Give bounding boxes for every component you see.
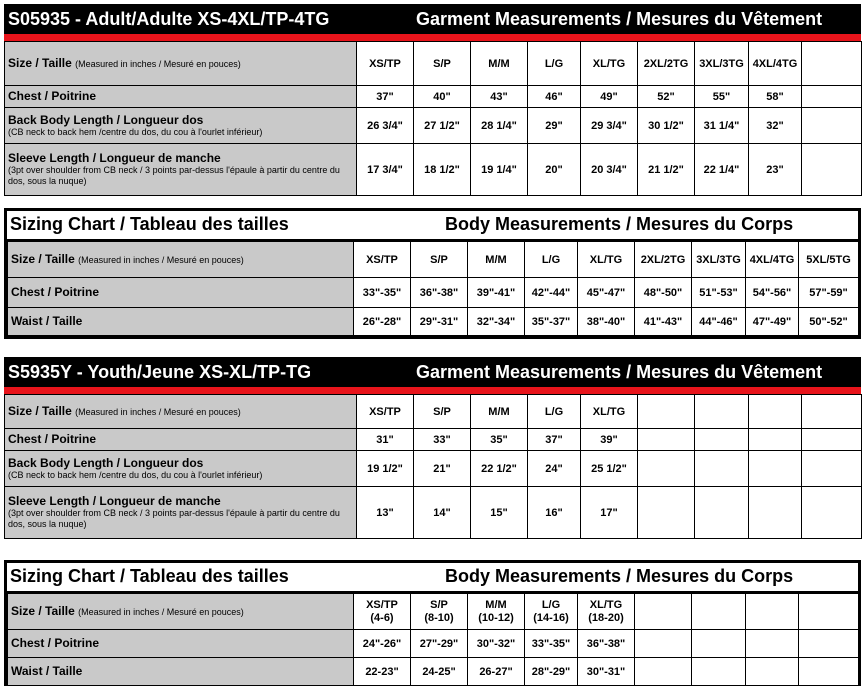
value-cell: 24-25" [411, 658, 468, 686]
value-cell: 33" [414, 429, 471, 451]
youth-body-header [7, 563, 858, 593]
youth-body-table [7, 593, 859, 686]
value-cell: 33"-35" [525, 630, 578, 658]
value-cell: 51"-53" [692, 278, 746, 308]
value-cell: 36"-38" [411, 278, 468, 308]
value-cell: 55" [695, 86, 749, 108]
youth-body-section [4, 560, 861, 686]
youth-garment-header [4, 357, 861, 387]
empty-cell [695, 487, 749, 539]
sleeve-length-label: Sleeve Length / Longueur de manche (3pt over shoulder from CB neck / 3 points par-dessus l'épaule à partir du centre du dos, sous la nuque) [5, 487, 357, 539]
youth-sizing-chart-title: Sizing Chart / Tableau des tailles [10, 566, 289, 586]
value-cell: 32" [749, 108, 802, 144]
value-cell: 22-23" [354, 658, 411, 686]
value-cell: 35"-37" [525, 308, 578, 336]
empty-cell [692, 594, 746, 630]
empty-cell [746, 630, 799, 658]
value-cell: 30"-32" [468, 630, 525, 658]
value-cell: 29" [528, 108, 581, 144]
size-label-cell: Size / Taille (Measured in inches / Mesuré en pouces) [8, 242, 354, 278]
value-cell: 19 1/2" [357, 451, 414, 487]
value-cell: 30"-31" [578, 658, 635, 686]
value-cell: 20" [528, 144, 581, 196]
empty-cell [802, 451, 862, 487]
value-cell: 35" [471, 429, 528, 451]
value-cell: 58" [749, 86, 802, 108]
value-cell: 24" [528, 451, 581, 487]
waist-label: Waist / Taille [8, 308, 354, 336]
value-cell: 49" [581, 86, 638, 108]
table-row [5, 42, 862, 86]
value-cell: 25 1/2" [581, 451, 638, 487]
empty-cell [749, 487, 802, 539]
value-cell: 57"-59" [799, 278, 859, 308]
value-cell: 17 3/4" [357, 144, 414, 196]
size-header: XL/TG [581, 42, 638, 86]
empty-cell [692, 630, 746, 658]
size-header: XL/TG (18-20) [578, 594, 635, 630]
empty-cell [746, 658, 799, 686]
empty-cell [749, 429, 802, 451]
size-header: S/P [411, 242, 468, 278]
value-cell: 23" [749, 144, 802, 196]
table-row [8, 630, 859, 658]
size-header: 4XL/4TG [746, 242, 799, 278]
value-cell: 28"-29" [525, 658, 578, 686]
youth-garment-section [4, 357, 861, 539]
empty-cell [802, 429, 862, 451]
value-cell: 33"-35" [354, 278, 411, 308]
table-row [8, 242, 859, 278]
adult-garment-table [4, 41, 862, 196]
table-row [5, 108, 862, 144]
empty-cell [802, 86, 862, 108]
value-cell: 22 1/2" [471, 451, 528, 487]
size-label-cell: Size / Taille (Measured in inches / Mesuré en pouces) [5, 395, 357, 429]
value-cell: 48"-50" [635, 278, 692, 308]
value-cell: 46" [528, 86, 581, 108]
size-label-cell: Size / Taille (Measured in inches / Mesuré en pouces) [8, 594, 354, 630]
empty-cell [635, 630, 692, 658]
size-header: S/P [414, 42, 471, 86]
empty-cell [802, 395, 862, 429]
empty-cell [635, 594, 692, 630]
value-cell: 26"-28" [354, 308, 411, 336]
empty-cell [695, 451, 749, 487]
value-cell: 27"-29" [411, 630, 468, 658]
value-cell: 38"-40" [578, 308, 635, 336]
value-cell: 52" [638, 86, 695, 108]
adult-body-header [7, 211, 858, 241]
back-length-label: Back Body Length / Longueur dos (CB neck to back hem /centre du dos, du cou à l'ourlet inférieur) [5, 451, 357, 487]
size-header: XS/TP (4-6) [354, 594, 411, 630]
size-header: L/G [528, 395, 581, 429]
value-cell: 39" [581, 429, 638, 451]
table-row [5, 429, 862, 451]
empty-cell [802, 108, 862, 144]
value-cell: 41"-43" [635, 308, 692, 336]
value-cell: 44"-46" [692, 308, 746, 336]
size-header: XS/TP [357, 42, 414, 86]
chest-label: Chest / Poitrine [8, 278, 354, 308]
value-cell: 16" [528, 487, 581, 539]
value-cell: 39"-41" [468, 278, 525, 308]
value-cell: 13" [357, 487, 414, 539]
value-cell: 18 1/2" [414, 144, 471, 196]
red-divider [4, 387, 861, 394]
size-header: 3XL/3TG [692, 242, 746, 278]
value-cell: 29 3/4" [581, 108, 638, 144]
size-header: XS/TP [357, 395, 414, 429]
size-header: M/M (10-12) [468, 594, 525, 630]
value-cell: 37" [357, 86, 414, 108]
size-header: M/M [468, 242, 525, 278]
back-length-label: Back Body Length / Longueur dos (CB neck to back hem /centre du dos, du cou à l'ourlet inférieur) [5, 108, 357, 144]
value-cell: 21 1/2" [638, 144, 695, 196]
value-cell: 32"-34" [468, 308, 525, 336]
empty-cell [638, 395, 695, 429]
adult-body-section [4, 208, 861, 339]
youth-garment-section-title: Garment Measurements / Mesures du Vêtement [416, 362, 823, 382]
empty-cell [749, 395, 802, 429]
value-cell: 15" [471, 487, 528, 539]
table-row [8, 308, 859, 336]
empty-cell [692, 658, 746, 686]
waist-label: Waist / Taille [8, 658, 354, 686]
red-divider [4, 34, 861, 41]
size-header: 2XL/2TG [638, 42, 695, 86]
empty-cell [799, 658, 859, 686]
value-cell: 45"-47" [578, 278, 635, 308]
value-cell: 50"-52" [799, 308, 859, 336]
value-cell: 24"-26" [354, 630, 411, 658]
adult-garment-section [4, 4, 861, 196]
empty-cell [802, 144, 862, 196]
empty-cell [638, 487, 695, 539]
value-cell: 14" [414, 487, 471, 539]
value-cell: 21" [414, 451, 471, 487]
size-header: 2XL/2TG [635, 242, 692, 278]
table-row [5, 487, 862, 539]
value-cell: 36"-38" [578, 630, 635, 658]
empty-cell [799, 630, 859, 658]
value-cell: 43" [471, 86, 528, 108]
table-row [8, 278, 859, 308]
table-row [5, 451, 862, 487]
sleeve-length-label: Sleeve Length / Longueur de manche (3pt over shoulder from CB neck / 3 points par-dessus l'épaule à partir du centre du dos, sous la nuque) [5, 144, 357, 196]
value-cell: 30 1/2" [638, 108, 695, 144]
adult-sizing-chart-title: Sizing Chart / Tableau des tailles [10, 214, 289, 234]
size-header: S/P (8-10) [411, 594, 468, 630]
size-label-cell: Size / Taille (Measured in inches / Mesuré en pouces) [5, 42, 357, 86]
value-cell: 19 1/4" [471, 144, 528, 196]
value-cell: 31" [357, 429, 414, 451]
value-cell: 42"-44" [525, 278, 578, 308]
size-header: 4XL/4TG [749, 42, 802, 86]
size-header: XL/TG [581, 395, 638, 429]
value-cell: 47"-49" [746, 308, 799, 336]
empty-cell [695, 429, 749, 451]
table-row [5, 395, 862, 429]
youth-garment-table [4, 394, 862, 539]
value-cell: 26 3/4" [357, 108, 414, 144]
value-cell: 20 3/4" [581, 144, 638, 196]
size-header: S/P [414, 395, 471, 429]
size-header: XL/TG [578, 242, 635, 278]
empty-cell [638, 429, 695, 451]
adult-body-section-title: Body Measurements / Mesures du Corps [445, 214, 794, 234]
youth-product-title: S5935Y - Youth/Jeune XS-XL/TP-TG [8, 362, 312, 382]
value-cell: 37" [528, 429, 581, 451]
empty-cell [638, 451, 695, 487]
value-cell: 28 1/4" [471, 108, 528, 144]
adult-garment-header [4, 4, 861, 34]
adult-garment-section-title: Garment Measurements / Mesures du Vêtement [416, 9, 823, 29]
youth-body-section-title: Body Measurements / Mesures du Corps [445, 566, 794, 586]
chest-label: Chest / Poitrine [5, 86, 357, 108]
size-header: L/G (14-16) [525, 594, 578, 630]
value-cell: 22 1/4" [695, 144, 749, 196]
value-cell: 54"-56" [746, 278, 799, 308]
size-header: 5XL/5TG [799, 242, 859, 278]
value-cell: 27 1/2" [414, 108, 471, 144]
value-cell: 31 1/4" [695, 108, 749, 144]
empty-cell [695, 395, 749, 429]
table-row [5, 144, 862, 196]
size-header: M/M [471, 42, 528, 86]
empty-cell [802, 42, 862, 86]
table-row [8, 594, 859, 630]
value-cell: 29"-31" [411, 308, 468, 336]
empty-cell [749, 451, 802, 487]
chest-label: Chest / Poitrine [8, 630, 354, 658]
table-row [5, 86, 862, 108]
empty-cell [799, 594, 859, 630]
adult-body-table [7, 241, 859, 336]
size-header: M/M [471, 395, 528, 429]
empty-cell [635, 658, 692, 686]
size-header: 3XL/3TG [695, 42, 749, 86]
value-cell: 40" [414, 86, 471, 108]
chest-label: Chest / Poitrine [5, 429, 357, 451]
size-header: L/G [528, 42, 581, 86]
adult-product-title: S05935 - Adult/Adulte XS-4XL/TP-4TG [8, 9, 330, 29]
value-cell: 26-27" [468, 658, 525, 686]
size-header: XS/TP [354, 242, 411, 278]
value-cell: 17" [581, 487, 638, 539]
empty-cell [746, 594, 799, 630]
table-row [8, 658, 859, 686]
size-header: L/G [525, 242, 578, 278]
empty-cell [802, 487, 862, 539]
